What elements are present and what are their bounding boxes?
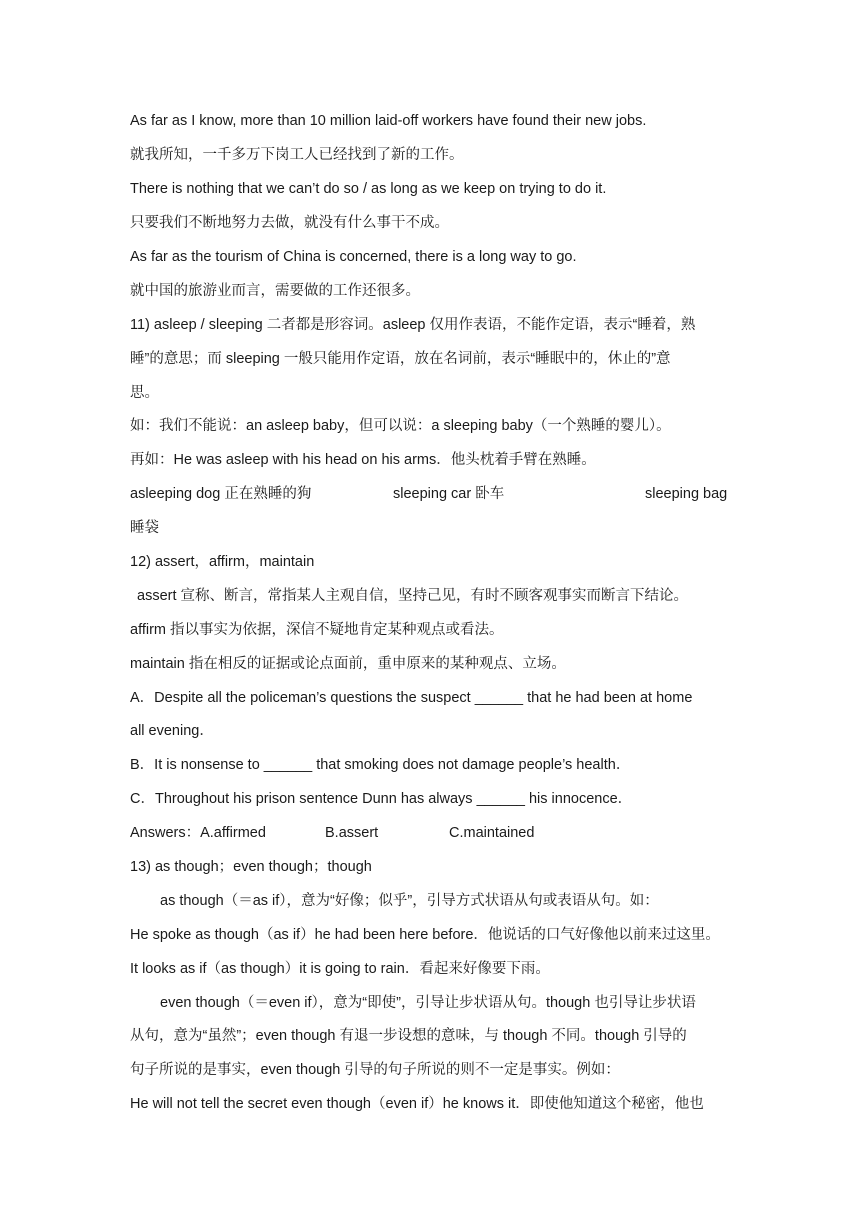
text-line: 从句，意为“虽然”；even though 有退一步设想的意味，与 though 不同。though 引导的 xyxy=(130,1028,687,1044)
answer-b: B.assert xyxy=(325,825,379,841)
text-line: assert 宣称、断言，常指某人主观自信，坚持己见，有时不顾客观事实而断言下结论。 xyxy=(137,588,689,604)
text-line: 只要我们不断地努力去做，就没有什么事干不成。 xyxy=(130,215,449,231)
exercise-c: C．Throughout his prison sentence Dunn has always ______ his innocence． xyxy=(130,791,633,807)
text-line: as though（＝as if），意为“好像；似乎”，引导方式状语从句或表语从句。如： xyxy=(160,893,659,909)
text-line: 再如：He was asleep with his head on his arms．他头枕着手臂在熟睡。 xyxy=(130,452,596,468)
section-heading-12: 12) assert，affirm，maintain xyxy=(130,554,315,570)
text-line: all evening． xyxy=(130,723,214,739)
text-line: affirm 指以事实为依据，深信不疑地肯定某种观点或看法。 xyxy=(130,622,504,638)
text-line: He spoke as though（as if）he had been here before．他说话的口气好像他以前来过这里。 xyxy=(130,927,720,943)
sleeping-examples-row xyxy=(130,484,734,504)
text-line: He will not tell the secret even though（even if）he knows it．即使他知道这个秘密，他也 xyxy=(130,1096,704,1112)
example-sleeping-bag: sleeping bag xyxy=(645,486,728,502)
text-line: even though（＝even if），意为“即使”，引导让步状语从句。though 也引导让步状语 xyxy=(160,995,696,1011)
text-line: maintain 指在相反的证据或论点面前，重申原来的某种观点、立场。 xyxy=(130,656,566,672)
answer-a: Answers：A.affirmed xyxy=(130,825,266,841)
answer-c: C.maintained xyxy=(449,825,535,841)
exercise-a: A．Despite all the policeman’s questions the suspect ______ that he had been at home xyxy=(130,690,693,706)
text-line: 思。 xyxy=(130,385,159,401)
example-asleeping-dog: asleeping dog 正在熟睡的狗 xyxy=(130,486,312,502)
text-line: 睡”的意思；而 sleeping 一般只能用作定语，放在名词前，表示“睡眠中的，休止的”意 xyxy=(130,351,671,367)
section-heading-13: 13) as though；even though；though xyxy=(130,859,372,875)
text-line: There is nothing that we can’t do so / as long as we keep on trying to do it. xyxy=(130,181,607,197)
text-line: 如：我们不能说：an asleep baby，但可以说：a sleeping baby（一个熟睡的婴儿）。 xyxy=(130,418,671,434)
answers-row xyxy=(130,823,734,843)
text-line: 句子所说的是事实，even though 引导的句子所说的则不一定是事实。例如： xyxy=(130,1062,620,1078)
text-line: 就我所知，一千多万下岗工人已经找到了新的工作。 xyxy=(130,147,464,163)
example-sleeping-car: sleeping car 卧车 xyxy=(393,486,505,502)
text-line: It looks as if（as though）it is going to rain．看起来好像要下雨。 xyxy=(130,961,550,977)
text-line: 睡袋 xyxy=(130,520,159,536)
text-line: 11) asleep / sleeping 二者都是形容词。asleep 仅用作表语，不能作定语，表示“睡着，熟 xyxy=(130,317,696,333)
text-line: 就中国的旅游业而言，需要做的工作还很多。 xyxy=(130,283,420,299)
exercise-b: B．It is nonsense to ______ that smoking does not damage people’s health． xyxy=(130,757,631,773)
text-line: As far as the tourism of China is concerned, there is a long way to go. xyxy=(130,249,577,265)
text-line: As far as I know, more than 10 million laid-off workers have found their new jobs. xyxy=(130,113,647,129)
